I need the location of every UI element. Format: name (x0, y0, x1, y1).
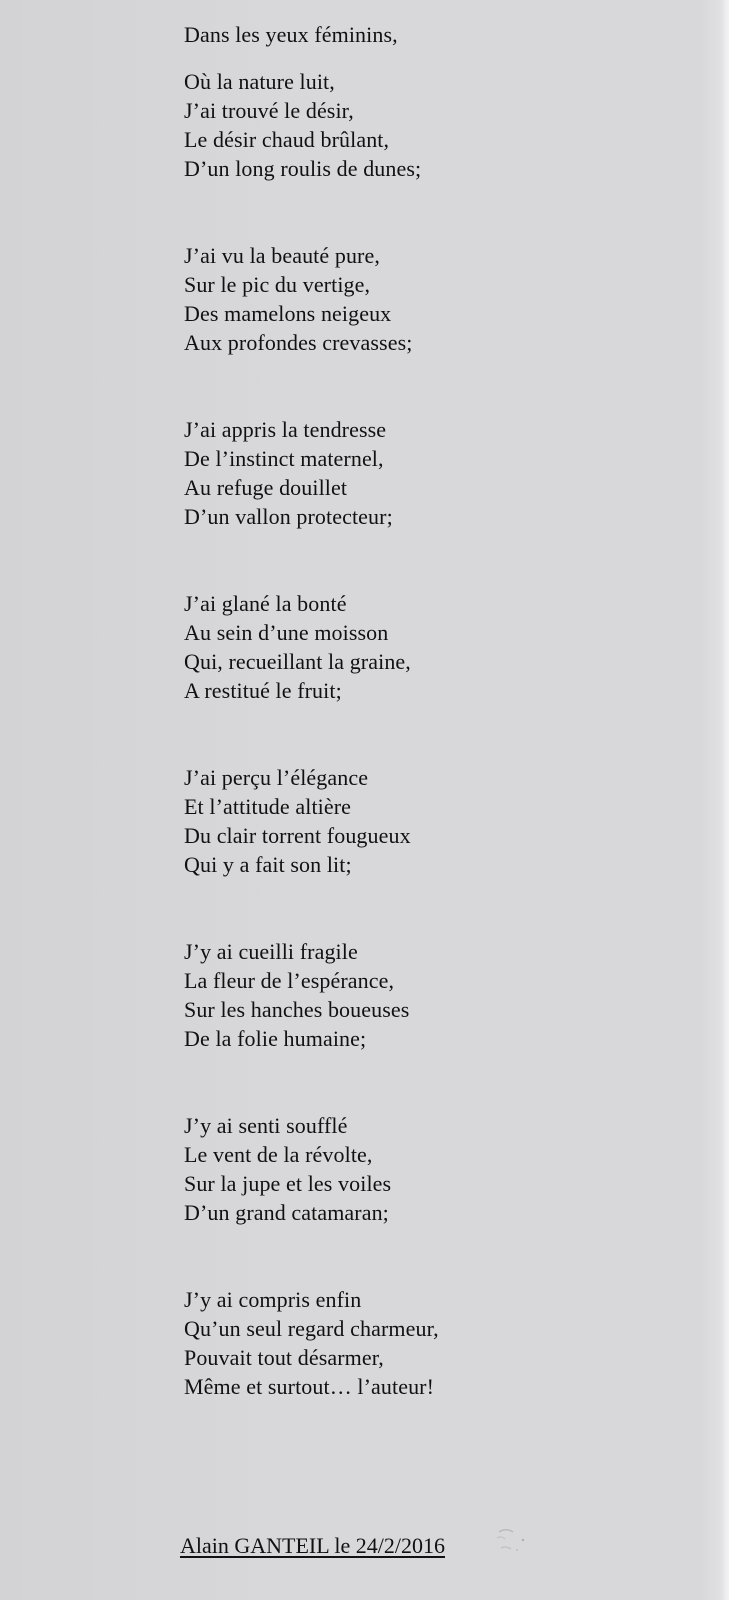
author-signature: Alain GANTEIL le 24/2/2016 (180, 1533, 445, 1558)
poem-line: J’y ai cueilli fragile (184, 939, 358, 964)
poem-line: A restitué le fruit; (184, 678, 342, 703)
poem-line: Même et surtout… l’auteur! (184, 1374, 435, 1399)
poem-line: D’un long roulis de dunes; (184, 156, 422, 181)
stanza-8 (184, 1285, 439, 1401)
poem-line: Qui y a fait son lit; (184, 852, 352, 877)
poem-line: Aux profondes crevasses; (184, 330, 413, 355)
poem-line: Sur les hanches boueuses (184, 997, 410, 1022)
page-edge (721, 0, 729, 1600)
poem-line: De l’instinct maternel, (184, 446, 384, 471)
poem-line: J’ai glané la bonté (184, 591, 347, 616)
poem-first-line: Dans les yeux féminins, (184, 22, 398, 47)
stanza-7 (184, 1111, 439, 1227)
poem-line: J’ai trouvé le désir, (184, 98, 354, 123)
stanza-3 (184, 415, 439, 531)
poem (184, 20, 439, 1401)
poem-line: D’un grand catamaran; (184, 1200, 389, 1225)
stanza-gap (184, 1053, 439, 1111)
stanza-gap (184, 531, 439, 589)
poem-line: Qui, recueillant la graine, (184, 649, 411, 674)
stanza-gap (184, 879, 439, 937)
stanza-6 (184, 937, 439, 1053)
stanza-5 (184, 763, 439, 879)
poem-line: Où la nature luit, (184, 69, 335, 94)
poem-line: J’y ai senti soufflé (184, 1113, 348, 1138)
poem-line: J’y ai compris enfin (184, 1287, 362, 1312)
stanza-gap (184, 705, 439, 763)
poem-line: Au refuge douillet (184, 475, 348, 500)
poem-line: Qu’un seul regard charmeur, (184, 1316, 439, 1341)
stanza-gap (184, 1227, 439, 1285)
poem-line: Sur la jupe et les voiles (184, 1171, 392, 1196)
stanza-2 (184, 241, 439, 357)
poem-line: De la folie humaine; (184, 1026, 367, 1051)
poem-line: Le désir chaud brûlant, (184, 127, 390, 152)
poem-line: J’ai appris la tendresse (184, 417, 387, 442)
stanza-gap (184, 49, 439, 67)
poem-line: La fleur de l’espérance, (184, 968, 395, 993)
poem-line: Des mamelons neigeux (184, 301, 392, 326)
stanza-gap (184, 357, 439, 415)
poem-line: Pouvait tout désarmer, (184, 1345, 384, 1370)
poem-line: Et l’attitude altière (184, 794, 352, 819)
stanza-4 (184, 589, 439, 705)
ink-smudge-mark (493, 1526, 533, 1558)
stanza-gap (184, 183, 439, 241)
poem-line: Au sein d’une moisson (184, 620, 389, 645)
poem-line: Du clair torrent fougueux (184, 823, 411, 848)
poem-line: D’un vallon protecteur; (184, 504, 393, 529)
poem-line: Sur le pic du vertige, (184, 272, 371, 297)
poem-line: J’ai vu la beauté pure, (184, 243, 380, 268)
poem-line: Le vent de la révolte, (184, 1142, 373, 1167)
poem-line: J’ai perçu l’élégance (184, 765, 369, 790)
stanza-1 (184, 67, 439, 183)
